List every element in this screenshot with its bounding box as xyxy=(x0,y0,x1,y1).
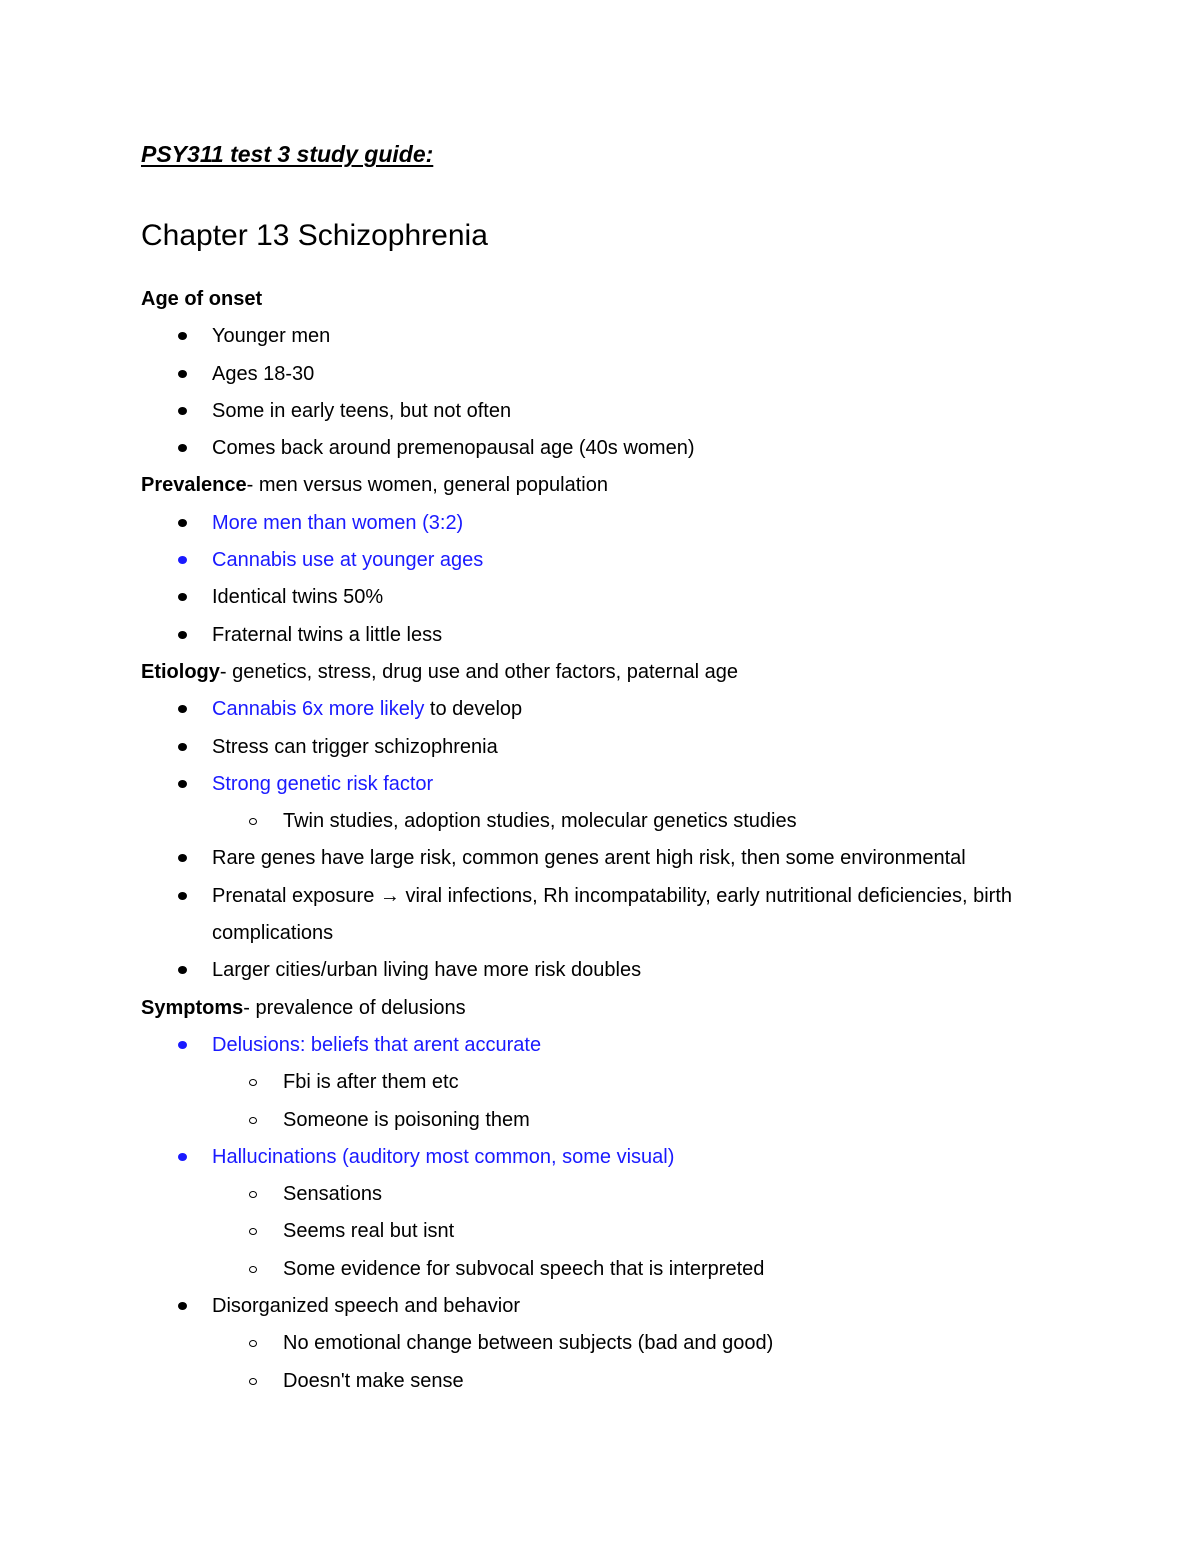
list-item-text: Prenatal exposure → viral infections, Rh incompatability, early nutritional deficiencies, birth complications xyxy=(212,884,1013,945)
list-item-text: Rare genes have large risk, common genes arent high risk, then some environmental xyxy=(212,847,966,870)
hollow-bullet-icon xyxy=(249,1340,257,1347)
list-item-text: No emotional change between subjects (bad and good) xyxy=(283,1332,774,1355)
hollow-bullet-icon xyxy=(249,1378,257,1385)
bullet-icon xyxy=(178,854,187,862)
list-item xyxy=(141,878,1042,953)
section-heading-prevalence xyxy=(141,467,1101,504)
list-item-text: Fbi is after them etc xyxy=(283,1071,459,1094)
list-item-text: to develop xyxy=(424,698,523,721)
sub-list-item xyxy=(141,1325,1101,1362)
list-item-text: Some in early teens, but not often xyxy=(212,399,512,422)
list-item-text: Identical twins 50% xyxy=(212,586,384,609)
list-item-text: Seems real but isnt xyxy=(283,1220,455,1243)
list-item-text: More men than women (3:2) xyxy=(212,511,464,534)
list-item-text: Stress can trigger schizophrenia xyxy=(212,735,498,758)
list-item-text: Disorganized speech and behavior xyxy=(212,1295,520,1318)
section-heading-age-of-onset xyxy=(141,281,1101,318)
bullet-icon xyxy=(178,1302,187,1310)
list-item xyxy=(141,393,1101,430)
list-item-text: Sensations xyxy=(283,1183,382,1206)
list-item xyxy=(141,617,1101,654)
section-label: Age of onset xyxy=(141,288,263,310)
bullet-icon xyxy=(178,556,187,564)
section-description: - men versus women, general population xyxy=(246,474,608,497)
bullet-icon xyxy=(178,1041,187,1049)
bullet-icon xyxy=(178,407,187,415)
list-item xyxy=(141,691,1101,728)
list-item-text: Strong genetic risk factor xyxy=(212,772,434,795)
list-item xyxy=(141,1139,1101,1176)
list-item xyxy=(141,542,1101,579)
sub-list-item xyxy=(141,1213,1101,1250)
bullet-icon xyxy=(178,332,187,340)
sub-list-item xyxy=(141,1102,1101,1139)
section-heading-etiology xyxy=(141,654,1101,691)
list-item xyxy=(141,766,1101,803)
list-item-text: Someone is poisoning them xyxy=(283,1108,530,1131)
list-item-text: Comes back around premenopausal age (40s women) xyxy=(212,437,695,460)
sub-list-item xyxy=(141,1251,1101,1288)
list-item xyxy=(141,318,1101,355)
bullet-icon xyxy=(178,519,187,527)
list-item xyxy=(141,430,1101,467)
list-item-text: Cannabis use at younger ages xyxy=(212,549,484,572)
bullet-icon xyxy=(178,1153,187,1161)
bullet-icon xyxy=(178,705,187,713)
list-item-text: Younger men xyxy=(212,325,331,348)
bullet-icon xyxy=(178,631,187,639)
list-item-text-highlight: Cannabis 6x more likely xyxy=(212,698,425,721)
section-label: Etiology xyxy=(141,660,220,683)
bullet-icon xyxy=(178,743,187,751)
list-item xyxy=(141,1027,1101,1064)
bullet-icon xyxy=(178,444,187,452)
hollow-bullet-icon xyxy=(249,818,257,825)
list-item xyxy=(141,952,1101,989)
list-item xyxy=(141,356,1101,393)
section-description: - genetics, stress, drug use and other factors, paternal age xyxy=(219,660,738,683)
hollow-bullet-icon xyxy=(249,1191,257,1198)
section-label: Symptoms xyxy=(141,996,244,1019)
bullet-icon xyxy=(178,892,187,900)
list-item-text: Fraternal twins a little less xyxy=(212,623,443,646)
section-label: Prevalence xyxy=(141,474,247,497)
section-heading-symptoms xyxy=(141,990,1101,1027)
list-item xyxy=(141,840,1101,877)
bullet-icon xyxy=(178,593,187,601)
list-item-text: Twin studies, adoption studies, molecular genetics studies xyxy=(283,810,797,833)
hollow-bullet-icon xyxy=(249,1228,257,1235)
hollow-bullet-icon xyxy=(249,1117,257,1124)
list-item xyxy=(141,1288,1101,1325)
hollow-bullet-icon xyxy=(249,1266,257,1273)
hollow-bullet-icon xyxy=(249,1079,257,1086)
bullet-icon xyxy=(178,966,187,974)
sub-list-item xyxy=(141,1064,1101,1101)
list-item-text: Larger cities/urban living have more risk doubles xyxy=(212,959,642,982)
list-item-text: Delusions: beliefs that arent accurate xyxy=(212,1033,542,1056)
list-item xyxy=(141,579,1101,616)
list-item-text: Ages 18-30 xyxy=(212,362,315,385)
list-item xyxy=(141,729,1101,766)
chapter-heading: Chapter 13 Schizophrenia xyxy=(141,219,488,252)
sub-list-item xyxy=(141,1363,1101,1400)
list-item-text: Doesn't make sense xyxy=(283,1369,464,1392)
list-item-text: Hallucinations (auditory most common, some visual) xyxy=(212,1145,675,1168)
sub-list-item xyxy=(141,803,1101,840)
document-body xyxy=(141,281,1101,1400)
sub-list-item xyxy=(141,1176,1101,1213)
bullet-icon xyxy=(178,780,187,788)
section-description: - prevalence of delusions xyxy=(243,996,466,1019)
document-title: PSY311 test 3 study guide: xyxy=(141,141,434,167)
bullet-icon xyxy=(178,370,187,378)
list-item xyxy=(141,505,1101,542)
list-item-text: Some evidence for subvocal speech that is interpreted xyxy=(283,1257,765,1280)
